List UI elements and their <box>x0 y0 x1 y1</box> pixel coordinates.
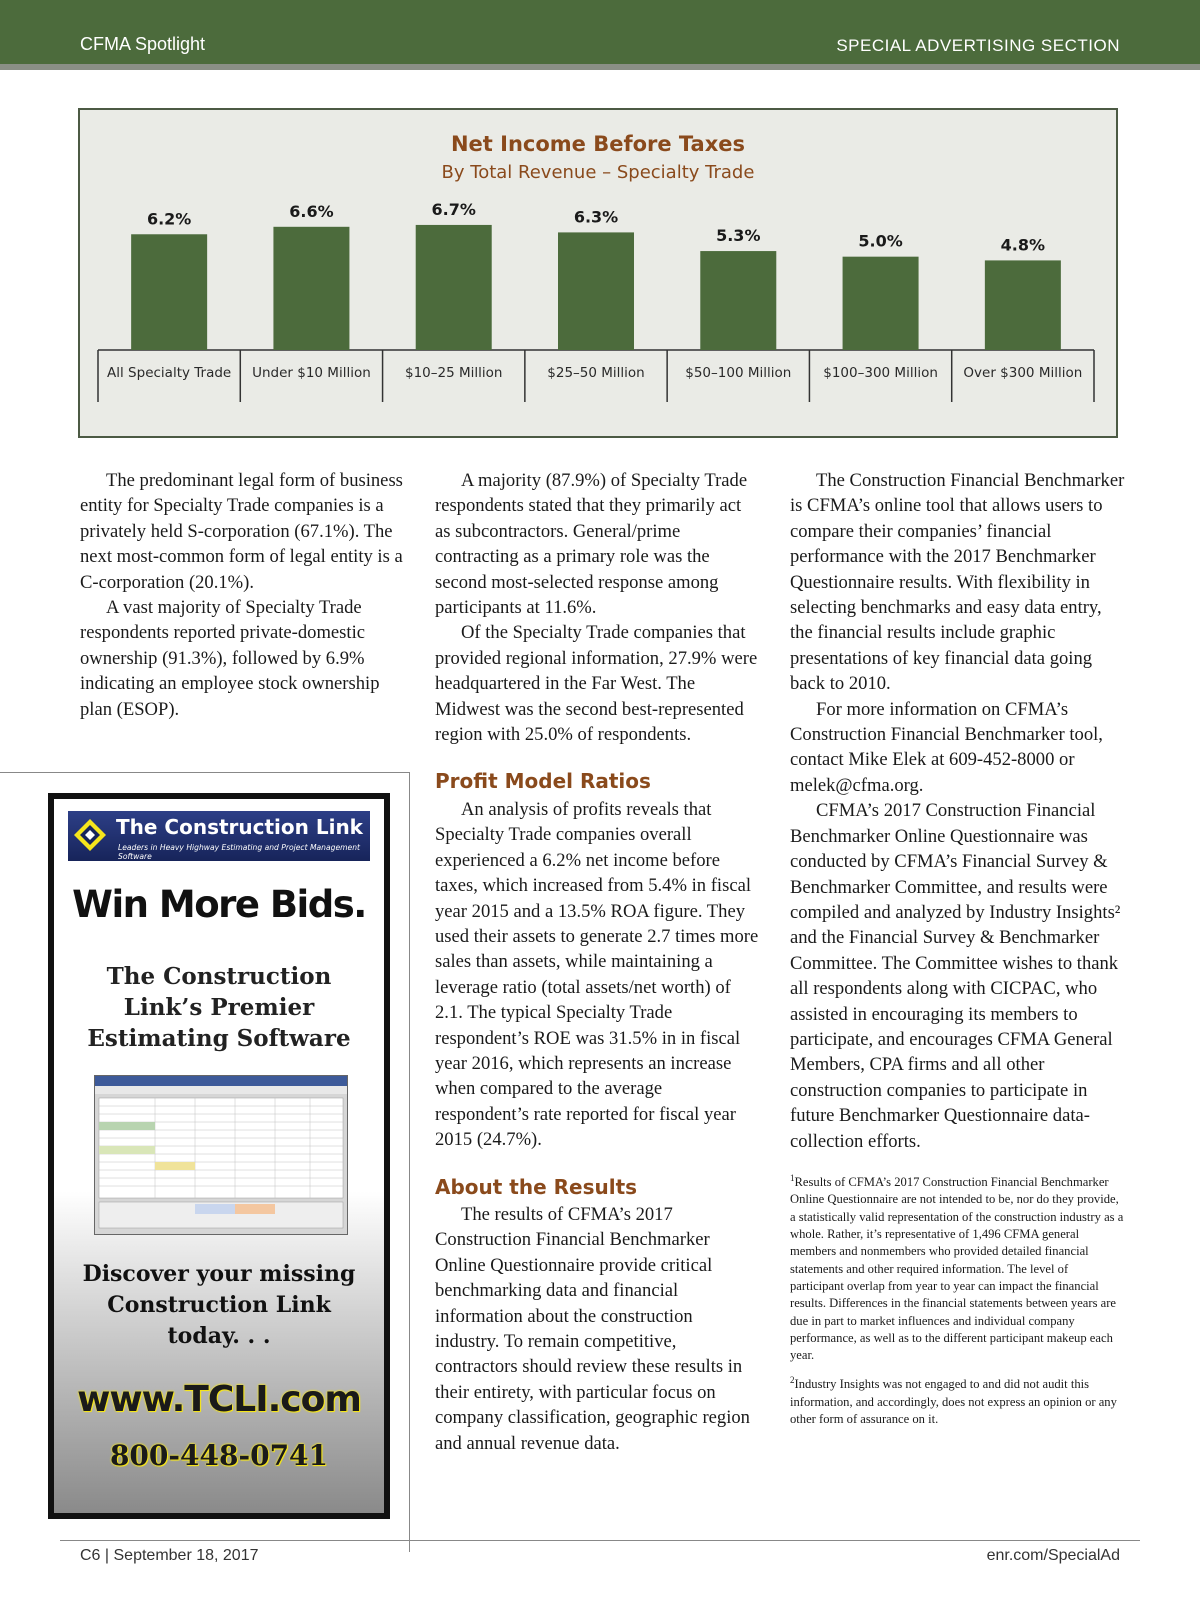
chart-bar <box>843 257 919 350</box>
article-column-3 <box>790 468 1125 1437</box>
category-label: $100–300 Million <box>823 365 938 381</box>
article-column-2 <box>435 468 760 1456</box>
chart-plot <box>80 110 1116 436</box>
results-heading: About the Results <box>435 1174 638 1199</box>
bar-value-label: 6.7% <box>431 199 476 219</box>
article-paragraph: A majority (87.9%) of Specialty Trade respondents stated that they primarily act as subcontractors. General/prime contracting as a primary role was the second most-selected response among participants at 11.6%. <box>435 470 748 619</box>
article-paragraph: The Construction Financial Benchmarker is CFMA’s online tool that allows users to compare their companies’ financial performance with the 2017 Benchmarker Questionnaire results. With flexibility in selecting benchmarks and easy data entry, the financial results include graphic presentations of key financial data going back to 2010. <box>790 470 1125 695</box>
bar-value-label: 6.3% <box>573 207 619 227</box>
page-info: C6 | September 18, 2017 <box>80 1547 259 1564</box>
category-label: Over $300 Million <box>963 365 1083 381</box>
article-paragraph: A vast majority of Specialty Trade respondents reported private-domestic ownership (91.3%), followed by 6.9% indicating an employee stock ownership plan (ESOP). <box>80 597 380 720</box>
section-name: CFMA Spotlight <box>80 34 206 54</box>
article-paragraph: Of the Specialty Trade companies that provided regional information, 27.9% were headquartered in the Far West. The Midwest was the second best-represented region with 25.0% of respondents. <box>435 622 758 746</box>
footer-site-link[interactable]: enr.com/SpecialAd <box>986 1547 1120 1564</box>
ad-panel <box>54 799 384 1513</box>
ad-brand-banner <box>68 811 370 861</box>
ad-headline: Win More Bids. <box>72 883 366 926</box>
article-paragraph: CFMA’s 2017 Construction Financial Benchmarker Online Questionnaire was conducted by CFMA’s Financial Survey & Benchmarker Committee, and results were compiled and analyzed by Industry Insights² and the Financial Survey & Benchmarker Committee. The Committee wishes to thank all respondents along with CICPAC, who assisted in encouraging its members to participate, and encourages CFMA General Members, CPA firms and all other construction companies to participate in future Benchmarker Questionnaire data-collection efforts. <box>790 800 1121 1152</box>
footnote-2: $^2$Industry Insights was not engaged to and did not audit this information, and accordingly, does not express an opinion or any other form of assurance on it. <box>790 1375 1117 1427</box>
ad-phone-number[interactable]: 800-448-0741 <box>109 1439 329 1472</box>
ad-brand-name: The Construction Link <box>116 815 363 839</box>
category-label: $10–25 Million <box>404 365 503 381</box>
net-income-chart <box>78 108 1118 438</box>
chart-bar <box>985 260 1061 350</box>
article-paragraph: The results of CFMA’s 2017 Construction Financial Benchmarker Online Questionnaire provide critical benchmarking data and financial information about the construction industry. To remain competitive, contractors should review these results in their entirety, with particular focus on company classification, geographic region and annual revenue data. <box>435 1203 750 1454</box>
profit-heading: Profit Model Ratios <box>435 769 651 794</box>
category-label: $25–50 Million <box>547 365 645 381</box>
chain-link-logo-icon <box>72 817 108 853</box>
footer-rule <box>60 1540 1140 1541</box>
footnote-1: $^1$Results of CFMA’s 2017 Construction Financial Benchmarker Online Questionnaire are not intended to be, nor do they provide, a statistically valid representation of the construction industry as a whole. Rather, it’s representative of 1,496 CFMA general members and nonmembers who provided detailed financial statements and other required information. The level of participant overlap from year to year can impact the financial results. Differences in the financial statements between years are due in part to market influences and individual company performance, as well as to the different participant makeup each year. <box>790 1172 1124 1363</box>
header-bar <box>0 0 1200 64</box>
chart-bar <box>558 232 634 350</box>
footnotes <box>790 1170 1125 1429</box>
chart-bar <box>273 227 349 350</box>
chart-title: Net Income Before Taxes <box>450 132 746 156</box>
header-rule <box>0 64 1200 70</box>
chart-bar <box>131 234 207 350</box>
ad-website-link[interactable]: www.TCLI.com <box>77 1379 361 1420</box>
chart-subtitle: By Total Revenue – Specialty Trade <box>441 162 755 183</box>
bar-value-label: 5.0% <box>858 231 903 251</box>
bar-value-label: 6.2% <box>146 209 192 229</box>
category-label: $50–100 Million <box>685 365 792 381</box>
category-label: All Specialty Trade <box>107 365 232 381</box>
article-paragraph: For more information on CFMA’s Construction Financial Benchmarker tool, contact Mike Elek at 609-452-8000 or melek@cfma.org. <box>790 698 1103 796</box>
advertisement[interactable] <box>48 793 390 1519</box>
ad-discover-text: Discover your missing Construction Link today. . . <box>82 1261 356 1349</box>
bar-value-label: 5.3% <box>716 226 761 246</box>
article-paragraph: An analysis of profits reveals that Specialty Trade companies overall experienced a 6.2% net income before taxes, which increased from 5.4% in fiscal year 2015 and a 13.5% ROA figure. They used their assets to generate 2.7 times more sales than assets, while maintaining a leverage ratio (total assets/net worth) of 2.1. The typical Specialty Trade respondent’s ROE was 31.5% in in fiscal year 2016, which represents an increase when compared to the average respondent’s rate reported for fiscal year 2015 (24.7%). <box>435 798 759 1151</box>
ad-subhead: The Construction Link’s Premier Estimating Software <box>87 963 351 1052</box>
ad-tagline: Leaders in Heavy Highway Estimating and Project Management Software <box>118 843 360 861</box>
bar-value-label: 4.8% <box>1000 235 1046 255</box>
article-paragraph: The predominant legal form of business entity for Specialty Trade companies is a privately held S-corporation (67.1%). The next most-common form of legal entity is a C-corporation (20.1%). <box>80 470 403 593</box>
section-label: SPECIAL ADVERTISING SECTION <box>836 36 1120 55</box>
article-column-1 <box>80 468 410 722</box>
chart-bar <box>700 251 776 350</box>
chart-bar <box>416 225 492 350</box>
software-screenshot-image <box>94 1075 348 1235</box>
category-label: Under $10 Million <box>252 365 371 381</box>
bar-value-label: 6.6% <box>289 201 334 221</box>
